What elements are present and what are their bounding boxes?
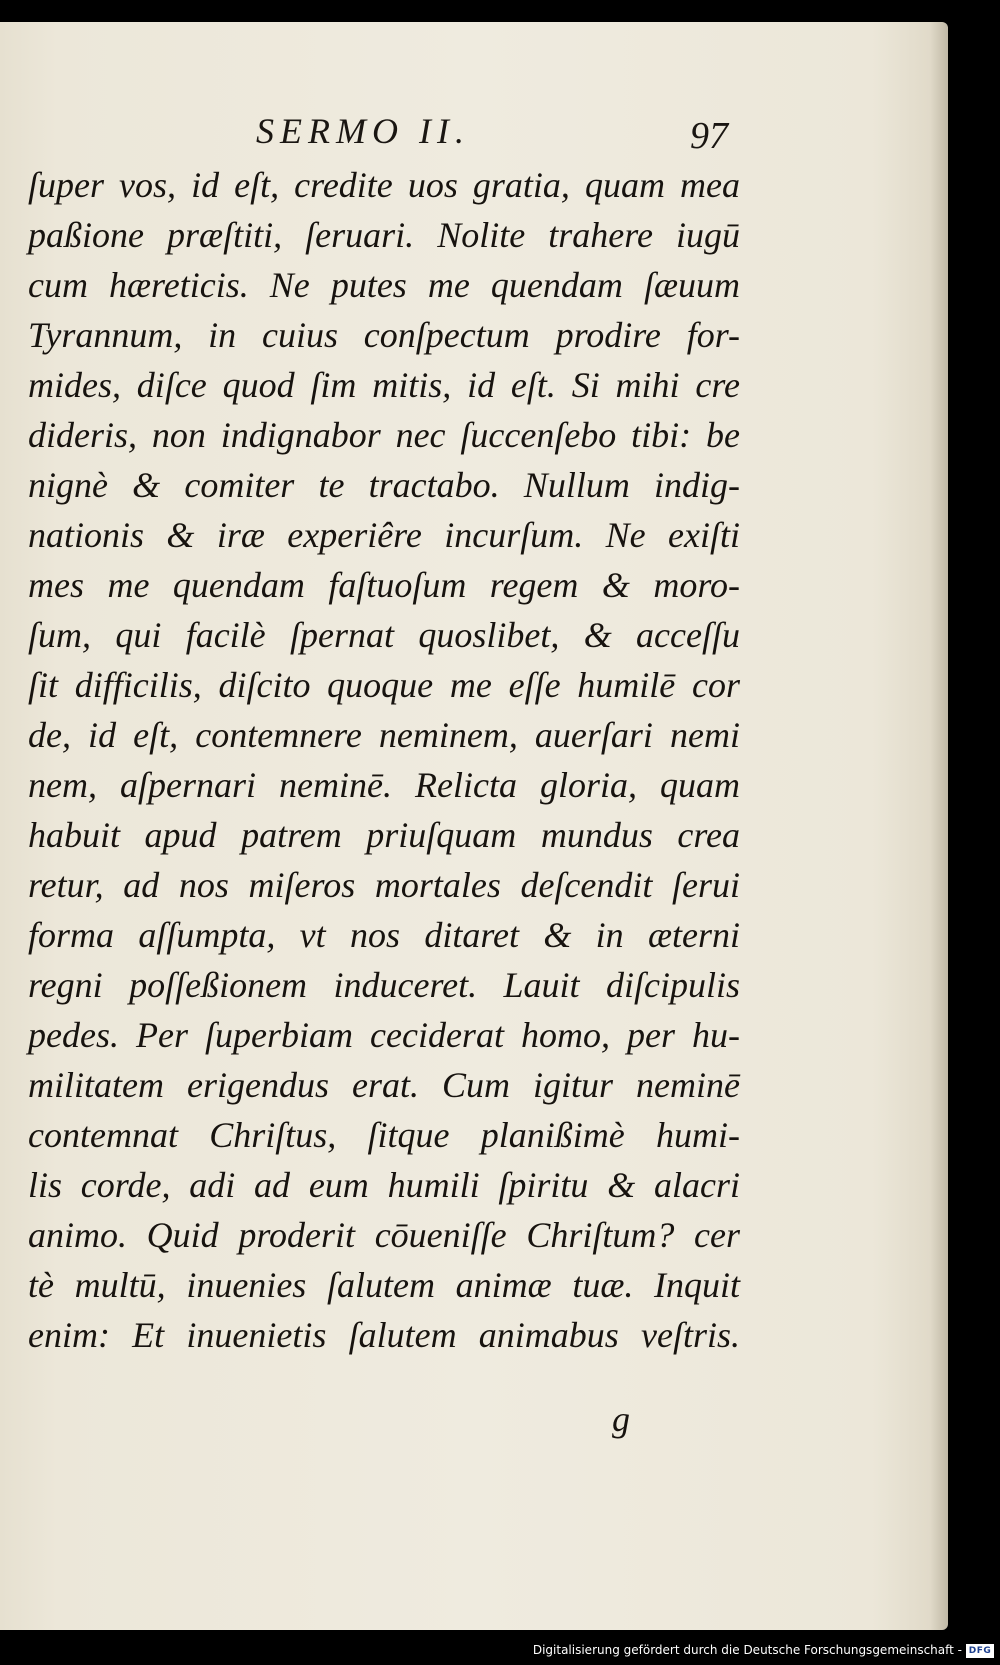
dfg-logo-icon: DFG xyxy=(966,1644,994,1658)
funding-credit: Digitalisierung gefördert durch die Deutsche Forschungsgemeinschaft - xyxy=(532,1643,962,1657)
text-line: lis corde, adi ad eum humili ſpiritu & alacri xyxy=(28,1165,740,1205)
text-line: mes me quendam faſtuoſum regem & moro- xyxy=(28,565,740,605)
page-number: 97 xyxy=(690,115,728,157)
text-line: militatem erigendus erat. Cum igitur neminē xyxy=(28,1065,740,1105)
text-line: ſit difficilis, diſcito quoque me eſſe humilē cor xyxy=(28,665,740,705)
text-line: tè multū, inuenies ſalutem animæ tuæ. Inquit xyxy=(28,1265,740,1305)
text-line: animo. Quid proderit cōueniſſe Chriſtum? cer xyxy=(28,1215,740,1255)
text-line: enim: Et inuenietis ſalutem animabus veſtris. xyxy=(28,1315,740,1355)
page-header xyxy=(250,110,750,157)
page-edge-shadow xyxy=(930,22,948,1630)
text-line: cum hæreticis. Ne putes me quendam ſæuum xyxy=(28,265,740,305)
text-line: dideris, non indignabor nec ſuccenſebo tibi: be xyxy=(28,415,740,455)
text-line: retur, ad nos miſeros mortales deſcendit ſerui xyxy=(28,865,740,905)
text-line: nem, aſpernari neminē. Relicta gloria, quam xyxy=(28,765,740,805)
text-line: Tyrannum, in cuius conſpectum prodire for- xyxy=(28,315,740,355)
text-line: paßione præſtiti, ſeruari. Nolite trahere iugū xyxy=(28,215,740,255)
text-line: regni poſſeßionem induceret. Lauit diſcipulis xyxy=(28,965,740,1005)
body-text xyxy=(28,160,740,1360)
running-title: SERMO II. xyxy=(256,111,470,151)
text-line: pedes. Per ſuperbiam ceciderat homo, per hu- xyxy=(28,1015,740,1055)
text-line: nationis & iræ experiêre incurſum. Ne exiſti xyxy=(28,515,740,555)
text-line: nignè & comiter te tractabo. Nullum indig- xyxy=(28,465,740,505)
signature-mark: g xyxy=(612,1399,630,1439)
footer-bar xyxy=(0,1640,1000,1665)
text-line: ſum, qui facilè ſpernat quoslibet, & acceſſu xyxy=(28,615,740,655)
text-line: contemnat Chriſtus, ſitque planißimè humi- xyxy=(28,1115,740,1155)
text-line: forma aſſumpta, vt nos ditaret & in æterni xyxy=(28,915,740,955)
text-line: mides, diſce quod ſim mitis, id eſt. Si mihi cre xyxy=(28,365,740,405)
text-line: ſuper vos, id eſt, credite uos gratia, quam mea xyxy=(28,165,740,205)
text-line: habuit apud patrem priuſquam mundus crea xyxy=(28,815,740,855)
text-line: de, id eſt, contemnere neminem, auerſari nemi xyxy=(28,715,740,755)
